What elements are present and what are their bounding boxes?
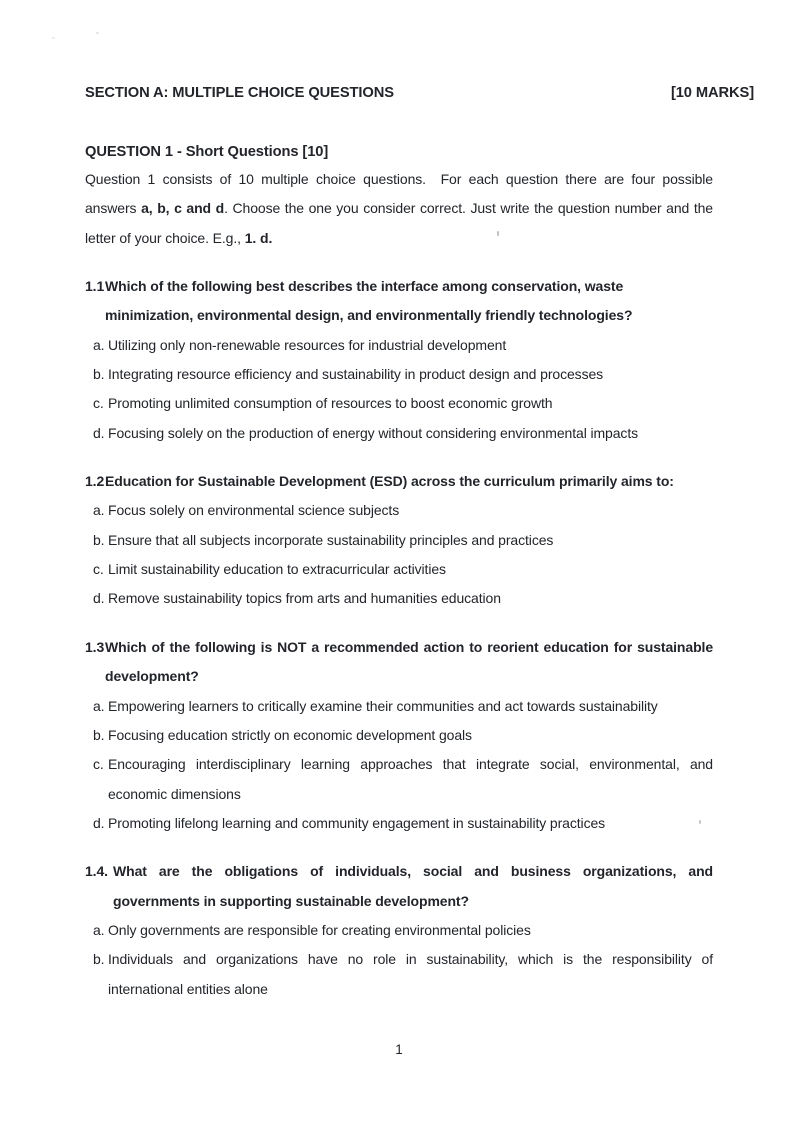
option-text: Promoting unlimited consumption of resources to boost economic growth bbox=[108, 395, 553, 412]
option-letter: a. bbox=[93, 697, 105, 714]
answer-option bbox=[85, 526, 713, 555]
question-options bbox=[85, 916, 713, 1004]
option-letter: c. bbox=[93, 756, 104, 773]
intro-bold-segment: 1. d. bbox=[244, 229, 273, 246]
answer-option bbox=[85, 419, 713, 448]
question-text: Which of the following best describes the interface among conservation, waste minimization, environmental design, and environmentally friendly technologies? bbox=[105, 278, 633, 324]
question-heading bbox=[85, 857, 713, 916]
question-heading bbox=[85, 272, 713, 331]
option-letter: b. bbox=[93, 951, 105, 968]
answer-option bbox=[85, 331, 713, 360]
intro-bold-segment: a, b, c and d bbox=[141, 200, 225, 217]
answer-option bbox=[85, 721, 713, 750]
option-text: Encouraging interdisciplinary learning approaches that integrate social, environmental, and economic dimensions bbox=[108, 756, 713, 802]
option-letter: d. bbox=[93, 424, 105, 441]
option-text: Focus solely on environmental science subjects bbox=[108, 502, 400, 519]
question-heading bbox=[85, 633, 713, 692]
page-number: 1 bbox=[395, 1042, 403, 1057]
page-content bbox=[85, 0, 754, 1004]
answer-option bbox=[85, 389, 713, 418]
scan-artifact bbox=[52, 37, 55, 39]
option-text: Limit sustainability education to extracurricular activities bbox=[108, 561, 446, 578]
option-text: Empowering learners to critically examine their communities and act towards sustainability bbox=[108, 697, 658, 714]
question-text: What are the obligations of individuals, social and business organizations, and governments in supporting sustainable development? bbox=[113, 863, 713, 909]
intro-segment: . Choose the one you consider correct. Just write the question number and the letter of your choice. E.g., bbox=[85, 200, 713, 246]
question-options bbox=[85, 331, 713, 448]
question-text: Which of the following is NOT a recommended action to reorient education for sustainable development? bbox=[105, 638, 713, 685]
option-text: Utilizing only non-renewable resources for industrial development bbox=[108, 336, 507, 353]
option-letter: a. bbox=[93, 921, 105, 938]
option-letter: d. bbox=[93, 814, 105, 831]
option-letter: a. bbox=[93, 502, 105, 519]
option-letter: b. bbox=[93, 366, 105, 383]
question-options bbox=[85, 692, 713, 839]
answer-option bbox=[85, 945, 713, 1004]
answer-option bbox=[85, 555, 713, 584]
answer-option bbox=[85, 360, 713, 389]
answer-option bbox=[85, 750, 713, 809]
question-number: 1.4. bbox=[85, 863, 108, 880]
option-text: Ensure that all subjects incorporate sustainability principles and practices bbox=[108, 531, 554, 548]
option-text: Only governments are responsible for creating environmental policies bbox=[108, 921, 531, 938]
question-block bbox=[85, 857, 713, 1004]
question-number: 1.1 bbox=[85, 278, 105, 295]
option-text: Remove sustainability topics from arts and humanities education bbox=[108, 590, 501, 607]
question-block bbox=[85, 633, 713, 838]
answer-option bbox=[85, 916, 713, 945]
answer-option bbox=[85, 496, 713, 525]
scan-artifact bbox=[699, 820, 701, 824]
question-number: 1.2 bbox=[85, 473, 105, 490]
question-options bbox=[85, 496, 713, 613]
question-block bbox=[85, 272, 713, 448]
option-text: Focusing education strictly on economic development goals bbox=[108, 726, 472, 743]
question-text: Education for Sustainable Development (ESD) across the curriculum primarily aims to: bbox=[105, 473, 674, 490]
option-letter: b. bbox=[93, 531, 105, 548]
questions-list bbox=[85, 272, 713, 1004]
answer-option bbox=[85, 584, 713, 613]
question-number: 1.3 bbox=[85, 638, 105, 655]
option-letter: c. bbox=[93, 395, 104, 412]
option-text: Focusing solely on the production of energy without considering environmental impacts bbox=[108, 424, 639, 441]
section-header bbox=[85, 84, 754, 102]
question-heading bbox=[85, 467, 713, 496]
option-letter: c. bbox=[93, 561, 104, 578]
question-block bbox=[85, 467, 713, 614]
question1-title: QUESTION 1 - Short Questions [10] bbox=[85, 144, 329, 160]
scan-artifact bbox=[96, 32, 99, 34]
option-text: Individuals and organizations have no role in sustainability, which is the responsibility of international entities alone bbox=[108, 951, 713, 997]
question1-intro bbox=[85, 165, 713, 253]
intro-segment: Question 1 consists of 10 multiple choice questions. For each question there are four possible answers bbox=[85, 171, 713, 217]
option-text: Integrating resource efficiency and sustainability in product design and processes bbox=[108, 366, 604, 383]
answer-option bbox=[85, 809, 713, 838]
scan-artifact bbox=[497, 231, 499, 236]
answer-option bbox=[85, 692, 713, 721]
option-text: Promoting lifelong learning and community engagement in sustainability practices bbox=[108, 814, 606, 831]
option-letter: d. bbox=[93, 590, 105, 607]
section-marks: [10 MARKS] bbox=[670, 85, 754, 101]
option-letter: a. bbox=[93, 336, 105, 353]
section-title: SECTION A: MULTIPLE CHOICE QUESTIONS bbox=[85, 85, 394, 101]
option-letter: b. bbox=[93, 726, 105, 743]
